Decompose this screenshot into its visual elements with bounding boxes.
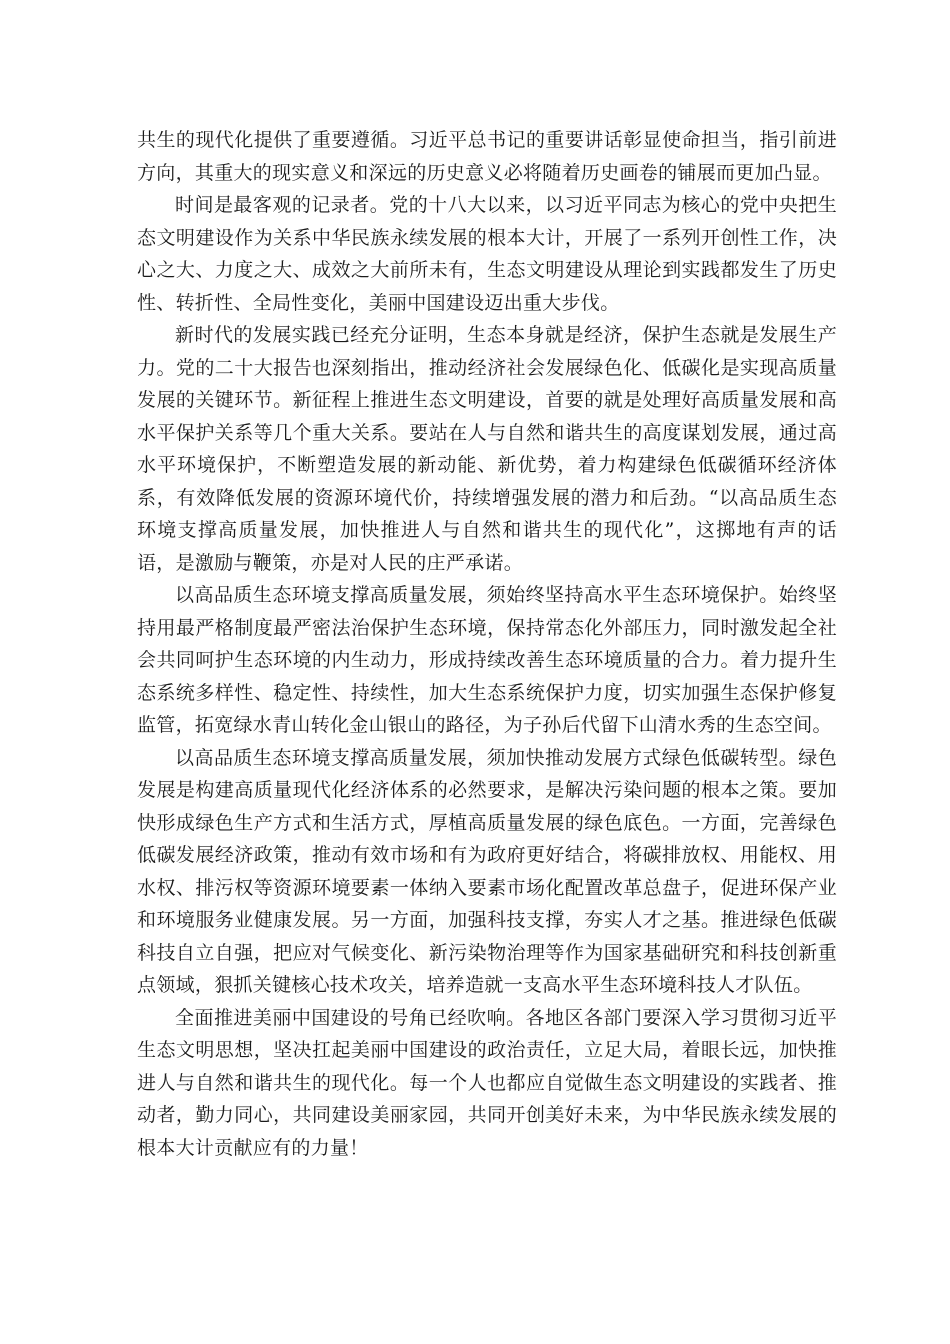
- paragraph: 以高品质生态环境支撑高质量发展，须加快推动发展方式绿色低碳转型。绿色发展是构建高质量现代化经济体系的必然要求，是解决污染问题的根本之策。要加快形成绿色生产方式和生活方式，厚植高质量发展的绿色底色。一方面，完善绿色低碳发展经济政策，推动有效市场和有为政府更好结合，将碳排放权、用能权、用水权、排污权等资源环境要素一体纳入要素市场化配置改革总盘子，促进环保产业和环境服务业健康发展。另一方面，加强科技支撑，夯实人才之基。推进绿色低碳科技自立自强，把应对气候变化、新污染物治理等作为国家基础研究和科技创新重点领域，狠抓关键核心技术攻关，培养造就一支高水平生态环境科技人才队伍。: [137, 746, 837, 996]
- paragraph: 新时代的发展实践已经充分证明，生态本身就是经济，保护生态就是发展生产力。党的二十大报告也深刻指出，推动经济社会发展绿色化、低碳化是实现高质量发展的关键环节。新征程上推进生态文明建设，首要的就是处理好高质量发展和高水平保护关系等几个重大关系。要站在人与自然和谐共生的高度谋划发展，通过高水平环境保护，不断塑造发展的新动能、新优势，着力构建绿色低碳循环经济体系，有效降低发展的资源环境代价，持续增强发展的潜力和后劲。“以高品质生态环境支撑高质量发展，加快推进人与自然和谐共生的现代化”，这掷地有声的话语，是激励与鞭策，亦是对人民的庄严承诺。: [137, 324, 837, 574]
- paragraph: 以高品质生态环境支撑高质量发展，须始终坚持高水平生态环境保护。始终坚持用最严格制度最严密法治保护生态环境，保持常态化外部压力，同时激发起全社会共同呵护生态环境的内生动力，形成持续改善生态环境质量的合力。着力提升生态系统多样性、稳定性、持续性，加大生态系统保护力度，切实加强生态保护修复监管，拓宽绿水青山转化金山银山的路径，为子孙后代留下山清水秀的生态空间。: [137, 584, 837, 736]
- paragraph: 时间是最客观的记录者。党的十八大以来，以习近平同志为核心的党中央把生态文明建设作为关系中华民族永续发展的根本大计，开展了一系列开创性工作，决心之大、力度之大、成效之大前所未有，生态文明建设从理论到实践都发生了历史性、转折性、全局性变化，美丽中国建设迈出重大步伐。: [137, 194, 837, 314]
- paragraph-continuation: 共生的现代化提供了重要遵循。习近平总书记的重要讲话彰显使命担当，指引前进方向，其重大的现实意义和深远的历史意义必将随着历史画卷的铺展而更加凸显。: [137, 129, 837, 184]
- document-body: [137, 124, 837, 1164]
- paragraph: 全面推进美丽中国建设的号角已经吹响。各地区各部门要深入学习贯彻习近平生态文明思想，坚决扛起美丽中国建设的政治责任，立足大局，着眼长远，加快推进人与自然和谐共生的现代化。每一个人也都应自觉做生态文明建设的实践者、推动者，勤力同心，共同建设美丽家园，共同开创美好未来，为中华民族永续发展的根本大计贡献应有的力量！: [137, 1006, 837, 1159]
